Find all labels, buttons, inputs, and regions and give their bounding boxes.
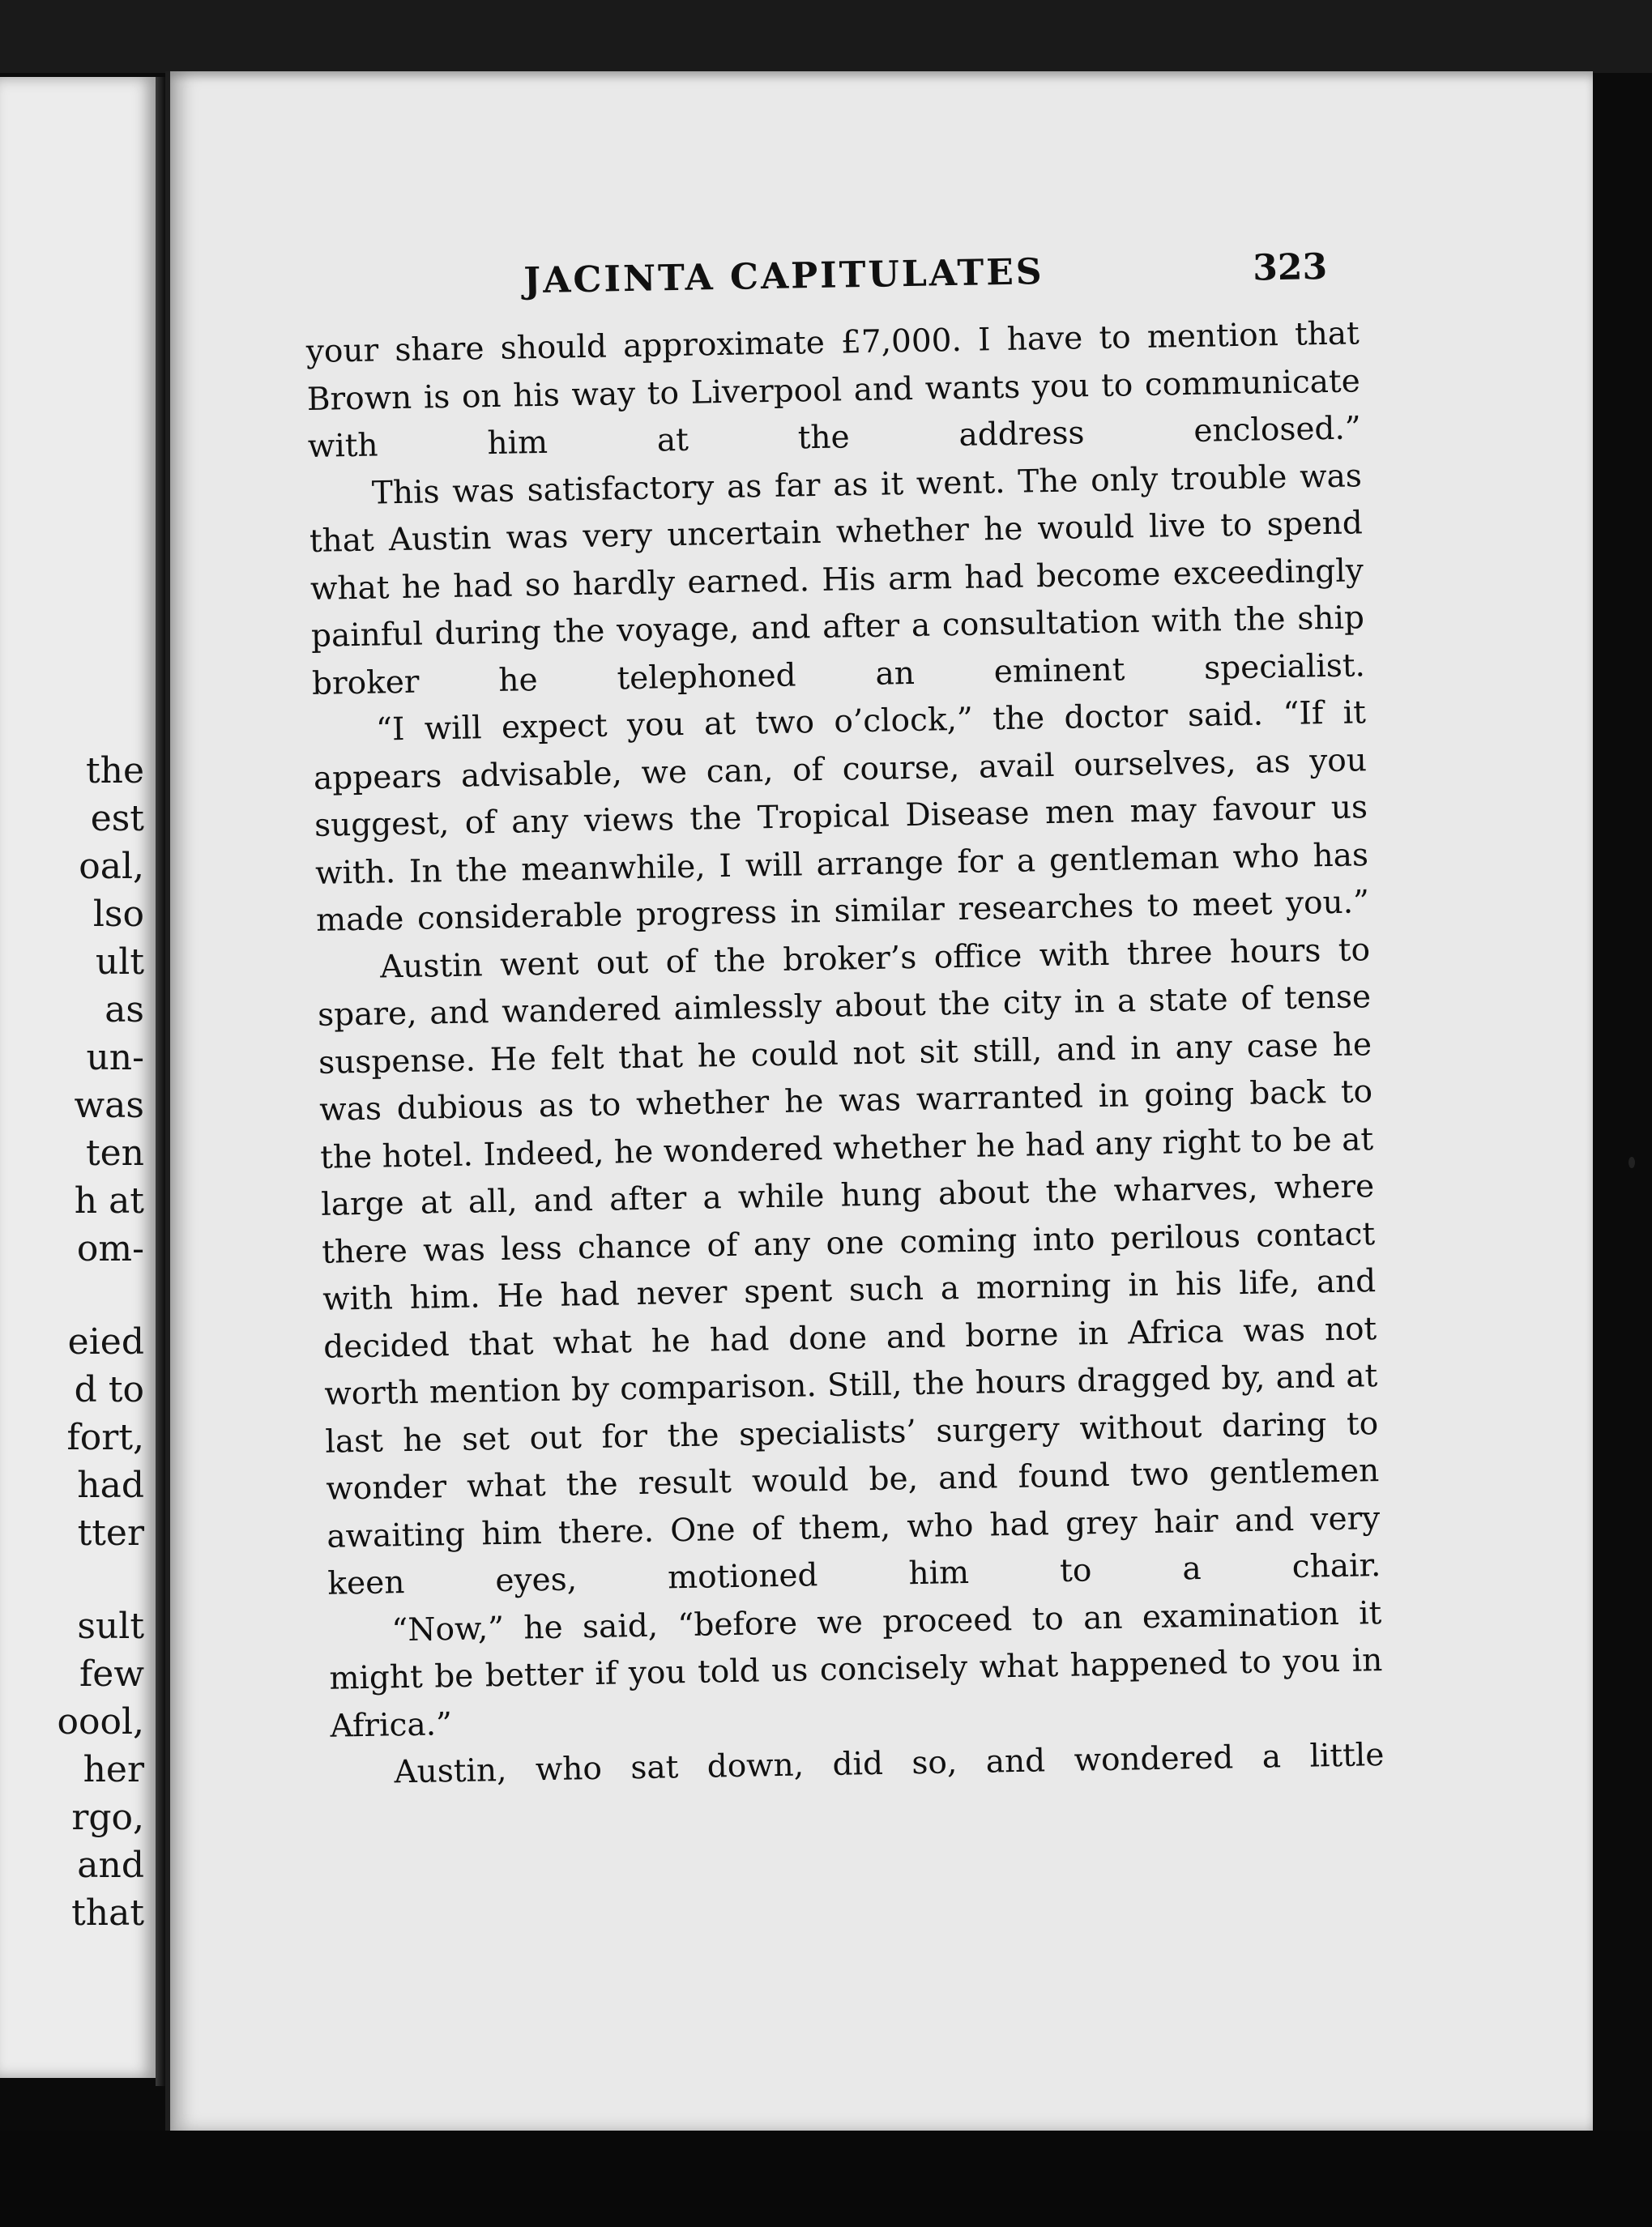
- left-page-fragment: lso: [92, 894, 144, 935]
- left-page-fragment: oal,: [79, 846, 144, 887]
- paragraph: “I will expect you at two o’clock,” the doctor said. “If it appears advisable, we can, of course, avail ourselves, as you suggest, of any views the Tropical Disease men may favour us with. In the meanwhile, I will arrange for a gentleman who has made considerable progress in similar researches to meet you.”: [313, 694, 1370, 939]
- left-page-fragment: her: [83, 1749, 144, 1791]
- left-page-fragment: eied: [67, 1321, 144, 1363]
- scan-speck: [1629, 1157, 1635, 1168]
- left-page-fragment: and: [77, 1845, 144, 1887]
- left-page-fragment: that: [71, 1892, 144, 1935]
- left-page-fragment: was: [74, 1085, 144, 1126]
- page-number: 323: [1252, 245, 1328, 289]
- scan-top-border: [0, 0, 1652, 73]
- left-page-fragment: the: [85, 750, 144, 791]
- page-content: [305, 245, 1385, 1798]
- left-page-fragment: had: [77, 1465, 144, 1507]
- left-page-fragment: fort,: [66, 1417, 144, 1459]
- left-page-fragment: h at: [74, 1180, 144, 1222]
- left-page-fragment: est: [90, 798, 144, 839]
- left-page-fragment: om-: [76, 1228, 144, 1269]
- paragraph: This was satisfactory as far as it went. The only trouble was that Austin was very uncertain whether he would live to spend what he had so hardly earned. His arm had become exceedingly painful during the voyage, and after a consultation with the ship broker he telephoned an eminent specialist.: [309, 457, 1366, 702]
- paragraph: “Now,” he said, “before we proceed to an examination it might be better if you told us concisely what happened to you in Africa.”: [329, 1594, 1383, 1745]
- main-page: [165, 71, 1593, 2131]
- left-facing-page: [0, 77, 156, 2078]
- left-page-fragment: ten: [85, 1133, 144, 1174]
- paragraph: Austin went out of the broker’s office with three hours to spare, and wandered aimlessly about the city in a state of tense suspense. He felt that he could not sit still, and in any case he was dubious as to whether he was warranted in going back to the hotel. Indeed, he wondered whether he had any right to be at large at all, and after a while hung about the wharves, where there was less chance of any one coming into perilous contact with him. He had never spent such a morning in his life, and decided that what he had done and borne in Africa was not worth mention by comparison. Still, the hours dragged by, and at last he set out for the specialists’ surgery without daring to wonder what the result would be, and found two gentlemen awaiting him there. One of them, who had grey hair and very keen eyes, motioned him to a chair.: [317, 931, 1381, 1602]
- left-page-fragment: tter: [77, 1512, 144, 1555]
- scan-bottom-border: [0, 2131, 1652, 2227]
- left-page-fragment: d to: [74, 1369, 144, 1411]
- left-page-fragment: ult: [95, 941, 144, 983]
- paragraph: Austin, who sat down, did so, and wondered a little: [394, 1737, 1385, 1791]
- left-page-fragment: oool,: [57, 1701, 144, 1743]
- left-page-fragment: un-: [86, 1037, 144, 1078]
- left-page-fragment: sult: [77, 1606, 144, 1648]
- left-page-fragment: rgo,: [71, 1797, 144, 1839]
- left-page-fragment: as: [105, 989, 144, 1030]
- body-text: [305, 310, 1384, 1798]
- running-title: JACINTA CAPITULATES: [523, 251, 1044, 302]
- paragraph: your share should approximate £7,000. I have to mention that Brown is on his way to Liverpool and wants you to communicate with him at the address enclosed.”: [305, 315, 1362, 465]
- left-page-fragment: few: [79, 1653, 144, 1696]
